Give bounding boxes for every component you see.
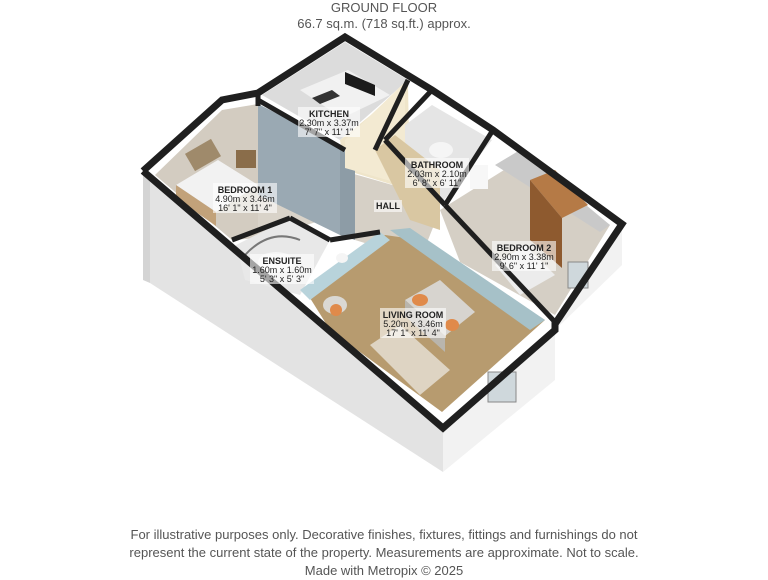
bedroom2-name: BEDROOM 2 [496,243,552,253]
label-kitchen [298,107,360,137]
kitchen-metric: 2.30m x 3.37m [299,118,359,128]
label-hall [374,200,402,212]
bedside-table [236,150,256,168]
disclaimer-line-1: For illustrative purposes only. Decorative finishes, fixtures, fittings and furnishings do not [130,527,638,542]
kitchen-imperial: 7' 7" x 11' 1" [304,127,354,137]
ensuite-imperial: 5' 3" x 5' 3" [259,274,305,284]
disclaimer-line-2: represent the current state of the property. Measurements are approximate. Not to scale. [129,545,639,560]
label-bathroom [405,158,469,188]
label-bedroom2 [492,241,556,271]
livingroom-imperial: 17' 1" x 11' 4" [386,328,440,338]
disclaimer [0,526,768,580]
label-ensuite [250,254,314,284]
ensuite-name: ENSUITE [262,256,302,266]
hall-name: HALL [376,201,400,211]
bedroom1-name: BEDROOM 1 [217,185,273,195]
exterior-wall-left [143,171,150,283]
floor-lamp [336,253,348,263]
label-bedroom1 [213,183,277,213]
bathroom-name: BATHROOM [410,160,464,170]
floor-title: GROUND FLOOR [330,0,438,15]
credit-line: Made with Metropix © 2025 [304,563,464,578]
label-livingroom [380,308,446,338]
bedroom2-metric: 2.90m x 3.38m [494,252,554,262]
bathroom-imperial: 6' 8" x 6' 11" [412,178,462,188]
bedroom2-imperial: 9' 6" x 11' 1" [499,261,549,271]
floor-area: 66.7 sq.m. (718 sq.ft.) approx. [297,16,471,31]
bedroom1-imperial: 16' 1" x 11' 4" [218,203,272,213]
livingroom-name: LIVING ROOM [382,310,444,320]
ensuite-metric: 1.60m x 1.60m [252,265,312,275]
bedroom1-metric: 4.90m x 3.46m [215,194,275,204]
kitchen-name: KITCHEN [309,109,349,119]
bathroom-metric: 2.03m x 2.10m [407,169,467,179]
livingroom-metric: 5.20m x 3.46m [383,319,443,329]
